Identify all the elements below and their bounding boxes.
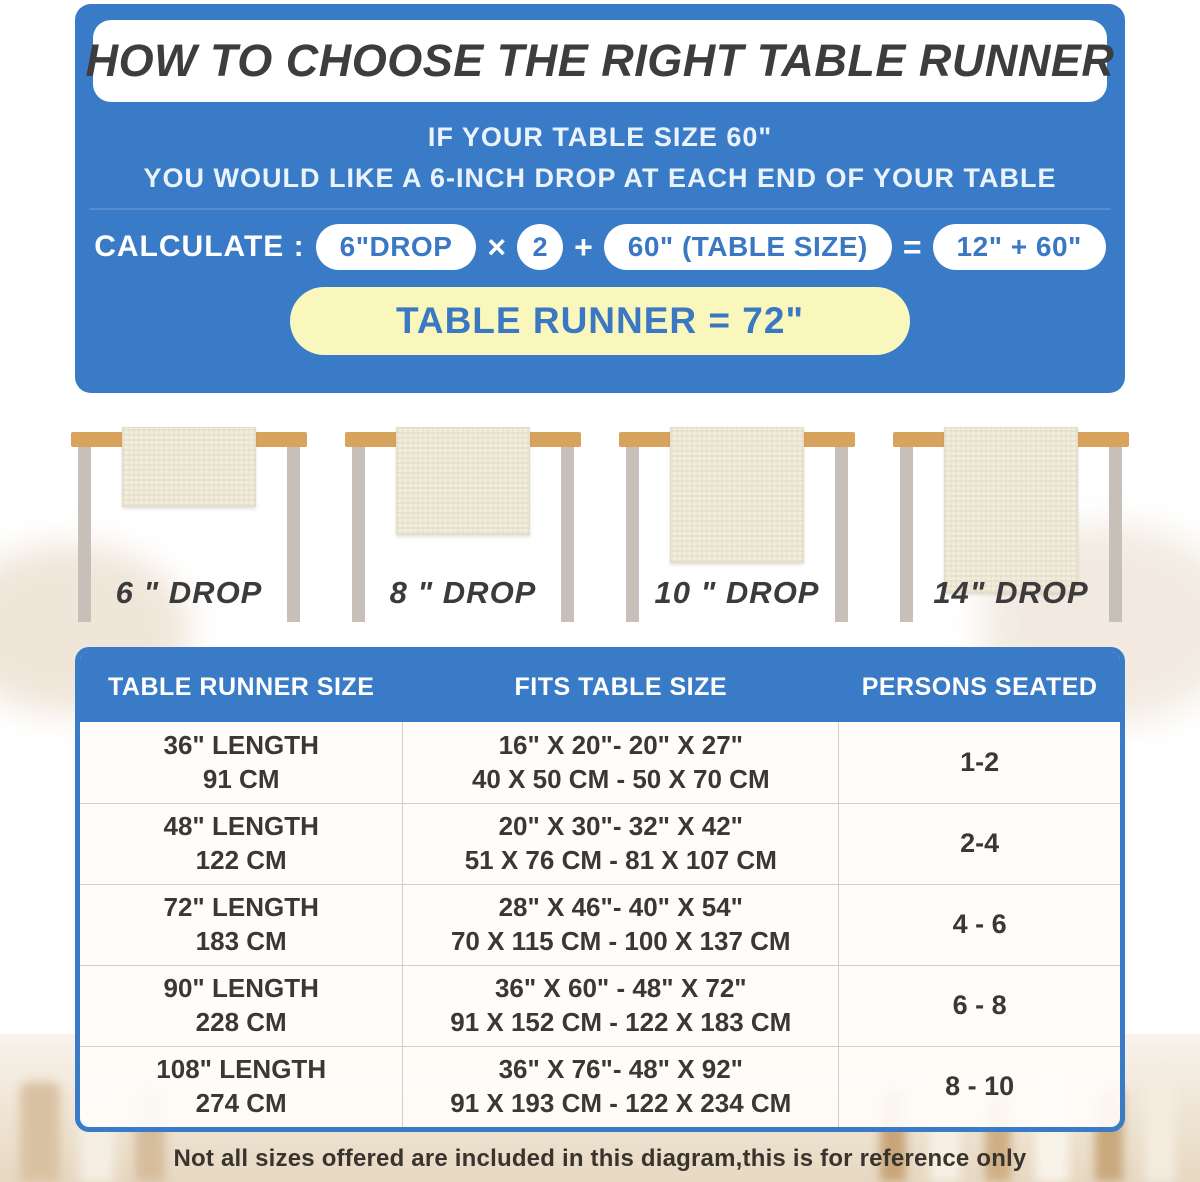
drop-label: 8 " DROP	[389, 575, 537, 610]
subtitle-line-2: YOU WOULD LIKE A 6-INCH DROP AT EACH END OF YOUR TABLE	[143, 163, 1057, 193]
page-title: HOW TO CHOOSE THE RIGHT TABLE RUNNER	[85, 35, 1115, 86]
runner-size-cell	[80, 885, 402, 965]
table-row	[80, 1046, 1120, 1127]
runner-size-cm: 183 CM	[195, 926, 287, 956]
drop-pill: 6"DROP	[316, 224, 477, 270]
runner-size-inches: 108" LENGTH	[156, 1054, 327, 1085]
reference-disclaimer: Not all sizes offered are included in this diagram,this is for reference only	[173, 1145, 1027, 1172]
fits-size-cell	[402, 1047, 839, 1127]
fits-size-cm: 51 X 76 CM - 81 X 107 CM	[464, 845, 777, 875]
instruction-panel	[75, 4, 1125, 393]
plus-sign: +	[574, 228, 593, 265]
fits-size-cm: 91 X 193 CM - 122 X 234 CM	[450, 1088, 792, 1118]
fits-size-inches: 16" X 20"- 20" X 27"	[498, 729, 744, 760]
runner-size-inches: 90" LENGTH	[163, 973, 319, 1004]
sum-pill: 12" + 60"	[933, 224, 1106, 270]
runner-size-cell	[80, 966, 402, 1046]
runner-size-cm: 91 CM	[202, 763, 280, 794]
drop-illustrations-row	[71, 432, 1129, 637]
runner-size-inches: 72" LENGTH	[163, 892, 319, 923]
fits-size-cm: 91 X 152 CM - 122 X 183 CM	[450, 1007, 792, 1037]
persons-seated-cell: 1-2	[960, 746, 1000, 777]
fits-size-inches: 20" X 30"- 32" X 42"	[498, 811, 744, 842]
fits-size-inches: 28" X 46"- 40" X 54"	[498, 892, 744, 923]
column-header-runner-size: TABLE RUNNER SIZE	[108, 672, 375, 701]
drop-label: 14" DROP	[933, 575, 1089, 610]
runner-illustration	[122, 427, 256, 507]
times-sign: ×	[487, 228, 507, 265]
runner-size-cm: 122 CM	[195, 845, 287, 875]
table-figure-6-inch-drop	[71, 432, 307, 637]
multiplier-pill: 2	[517, 224, 563, 270]
table-row	[80, 965, 1120, 1046]
fits-size-cm: 40 X 50 CM - 50 X 70 CM	[471, 763, 770, 794]
size-chart-body	[80, 722, 1120, 1127]
runner-size-inches: 36" LENGTH	[163, 729, 319, 760]
table-figure-14-inch-drop	[893, 432, 1129, 637]
fits-size-inches: 36" X 76"- 48" X 92"	[498, 1054, 744, 1085]
equals-sign: =	[902, 228, 922, 265]
persons-seated-cell: 4 - 6	[952, 909, 1007, 940]
drop-label: 10 " DROP	[654, 575, 820, 610]
calculate-label: CALCULATE :	[94, 230, 305, 263]
title-banner	[85, 20, 1115, 102]
fits-size-inches: 36" X 60" - 48" X 72"	[494, 973, 747, 1004]
runner-illustration	[396, 427, 530, 535]
runner-size-inches: 48" LENGTH	[163, 811, 319, 842]
table-row	[80, 884, 1120, 965]
fits-size-cell	[402, 722, 839, 803]
runner-size-cell	[80, 1047, 402, 1127]
runner-illustration	[944, 427, 1078, 593]
runner-size-cell	[80, 804, 402, 884]
calculation-row	[75, 224, 1125, 270]
drop-label: 6 " DROP	[115, 575, 263, 610]
table-figure-8-inch-drop	[345, 432, 581, 637]
result-banner: TABLE RUNNER = 72"	[290, 287, 910, 355]
subtitle-line-1: IF YOUR TABLE SIZE 60"	[427, 122, 773, 152]
divider	[89, 208, 1111, 210]
table-row	[80, 803, 1120, 884]
size-chart-panel	[75, 647, 1125, 1132]
fits-size-cm: 70 X 115 CM - 100 X 137 CM	[450, 926, 791, 956]
size-chart-header	[80, 652, 1120, 722]
column-header-fits-table-size: FITS TABLE SIZE	[514, 672, 728, 701]
runner-size-cm: 274 CM	[195, 1088, 287, 1118]
persons-seated-cell: 6 - 8	[952, 990, 1007, 1021]
table-size-pill: 60" (TABLE SIZE)	[604, 224, 892, 270]
fits-size-cell	[402, 885, 839, 965]
persons-seated-cell: 2-4	[960, 828, 1000, 859]
runner-illustration	[670, 427, 804, 563]
runner-size-cell	[80, 722, 402, 803]
fits-size-cell	[402, 804, 839, 884]
runner-size-cm: 228 CM	[195, 1007, 287, 1037]
table-figure-10-inch-drop	[619, 432, 855, 637]
column-header-persons-seated: PERSONS SEATED	[861, 672, 1098, 701]
table-row	[80, 722, 1120, 803]
persons-seated-cell: 8 - 10	[945, 1071, 1015, 1102]
fits-size-cell	[402, 966, 839, 1046]
